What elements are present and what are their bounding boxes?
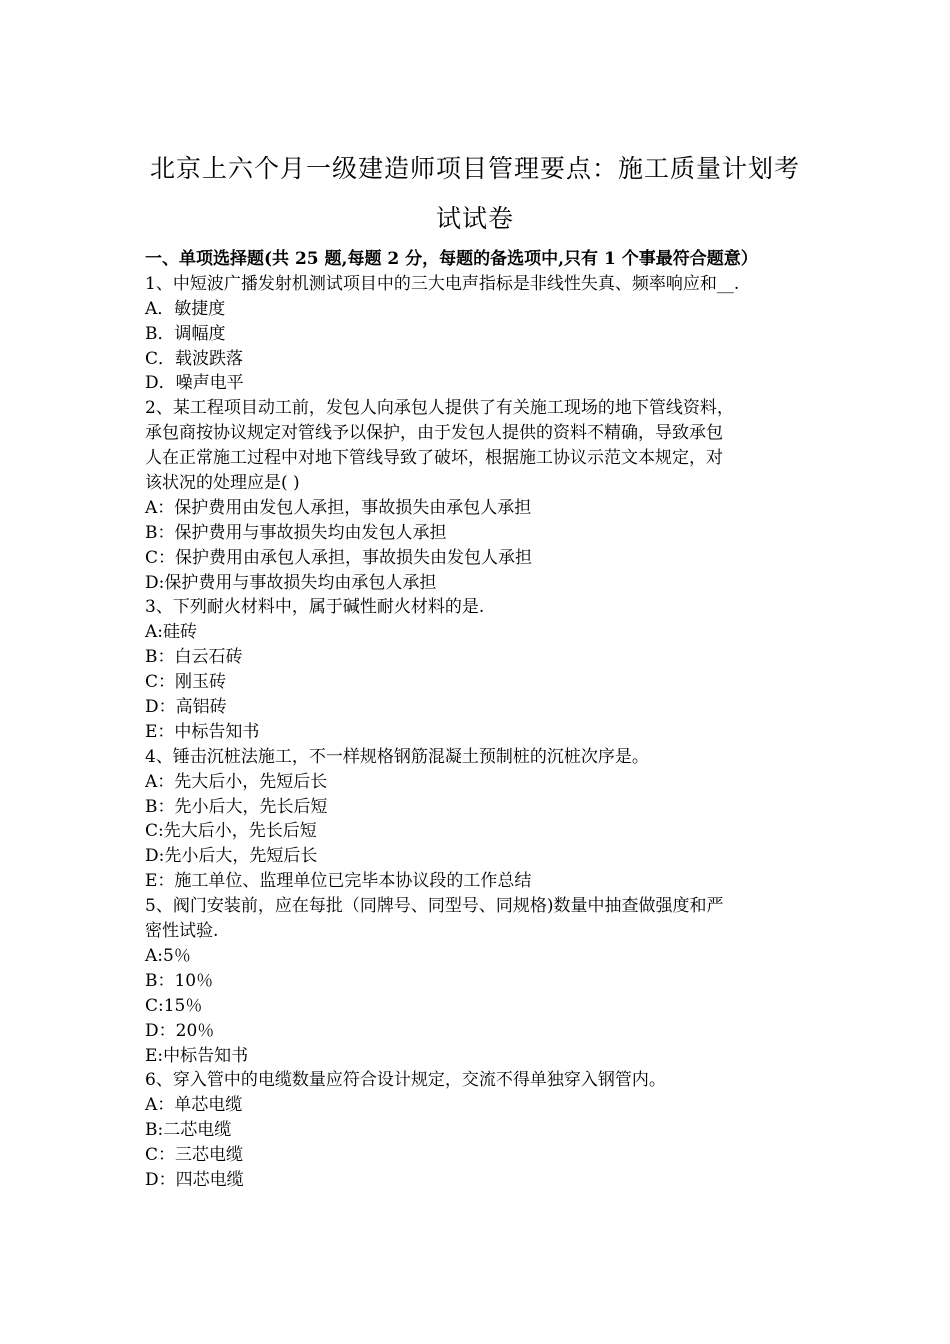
text-line: B:二芯电缆 [145, 1120, 232, 1141]
text-line: C:15％ [145, 995, 203, 1016]
text-line: 该状况的处理应是( ) [145, 473, 300, 494]
text-line: D：高铝砖 [145, 697, 227, 718]
text-line: A:硅砖 [145, 622, 198, 643]
text-line: A：先大后小，先短后长 [145, 771, 328, 792]
text-line: A：单芯电缆 [145, 1095, 243, 1116]
text-line: B：10％ [145, 970, 214, 991]
text-line: C:先大后小，先长后短 [145, 821, 317, 842]
text-line: 1、中短波广播发射机测试项目中的三大电声指标是非线性失真、频率响应和__. [145, 273, 740, 294]
text-line: D．噪声电平 [145, 373, 244, 394]
text-line: 5、阀门安装前，应在每批（同牌号、同型号、同规格)数量中抽查做强度和严 [145, 896, 724, 917]
document-title-line-2: 试试卷 [435, 204, 514, 233]
text-line: D：20％ [145, 1020, 215, 1041]
question-lines [145, 272, 810, 1193]
text-line: 人在正常施工过程中对地下管线导致了破坏，根据施工协议示范文本规定，对 [145, 448, 723, 469]
text-line: E：中标告知书 [145, 721, 260, 742]
text-line: B：先小后大，先长后短 [145, 796, 328, 817]
text-line: E：施工单位、监理单位已完毕本协议段的工作总结 [145, 871, 532, 892]
text-line: 承包商按协议规定对管线予以保护，由于发包人提供的资料不精确，导致承包 [145, 423, 723, 444]
document-title-line-1: 北京上六个月一级建造师项目管理要点：施工质量计划考 [149, 154, 800, 183]
section-heading: 一、单项选择题(共 25 题,每题 2 分，每题的备选项中,只有 1 个事最符合题意） [145, 249, 758, 269]
text-line: C．载波跌落 [145, 348, 244, 369]
text-line: E:中标告知书 [145, 1045, 249, 1066]
text-line: D：四芯电缆 [145, 1169, 244, 1190]
document-body [145, 247, 810, 1193]
text-line: B：保护费用与事故损失均由发包人承担 [145, 522, 447, 543]
text-line: B：白云石砖 [145, 647, 243, 668]
text-line: A:5％ [145, 945, 191, 966]
text-line: 2、某工程项目动工前，发包人向承包人提供了有关施工现场的地下管线资料， [145, 398, 734, 419]
text-line: D:保护费用与事故损失均由承包人承担 [145, 572, 437, 593]
text-line: A．敏捷度 [145, 298, 226, 319]
text-line: B．调幅度 [145, 323, 226, 344]
text-line: C：保护费用由承包人承担，事故损失由发包人承担 [145, 547, 533, 568]
text-line: 密性试验. [145, 921, 219, 942]
text-line: C：刚玉砖 [145, 672, 227, 693]
text-line: 6、穿入管中的电缆数量应符合设计规定，交流不得单独穿入钢管内。 [145, 1070, 666, 1091]
text-line: D:先小后大，先短后长 [145, 846, 318, 867]
text-line: 4、锤击沉桩法施工，不一样规格钢筋混凝土预制桩的沉桩次序是。 [145, 746, 649, 767]
text-line: A：保护费用由发包人承担，事故损失由承包人承担 [145, 497, 532, 518]
text-line: 3、下列耐火材料中，属于碱性耐火材料的是. [145, 597, 485, 618]
text-line: C：三芯电缆 [145, 1145, 244, 1166]
